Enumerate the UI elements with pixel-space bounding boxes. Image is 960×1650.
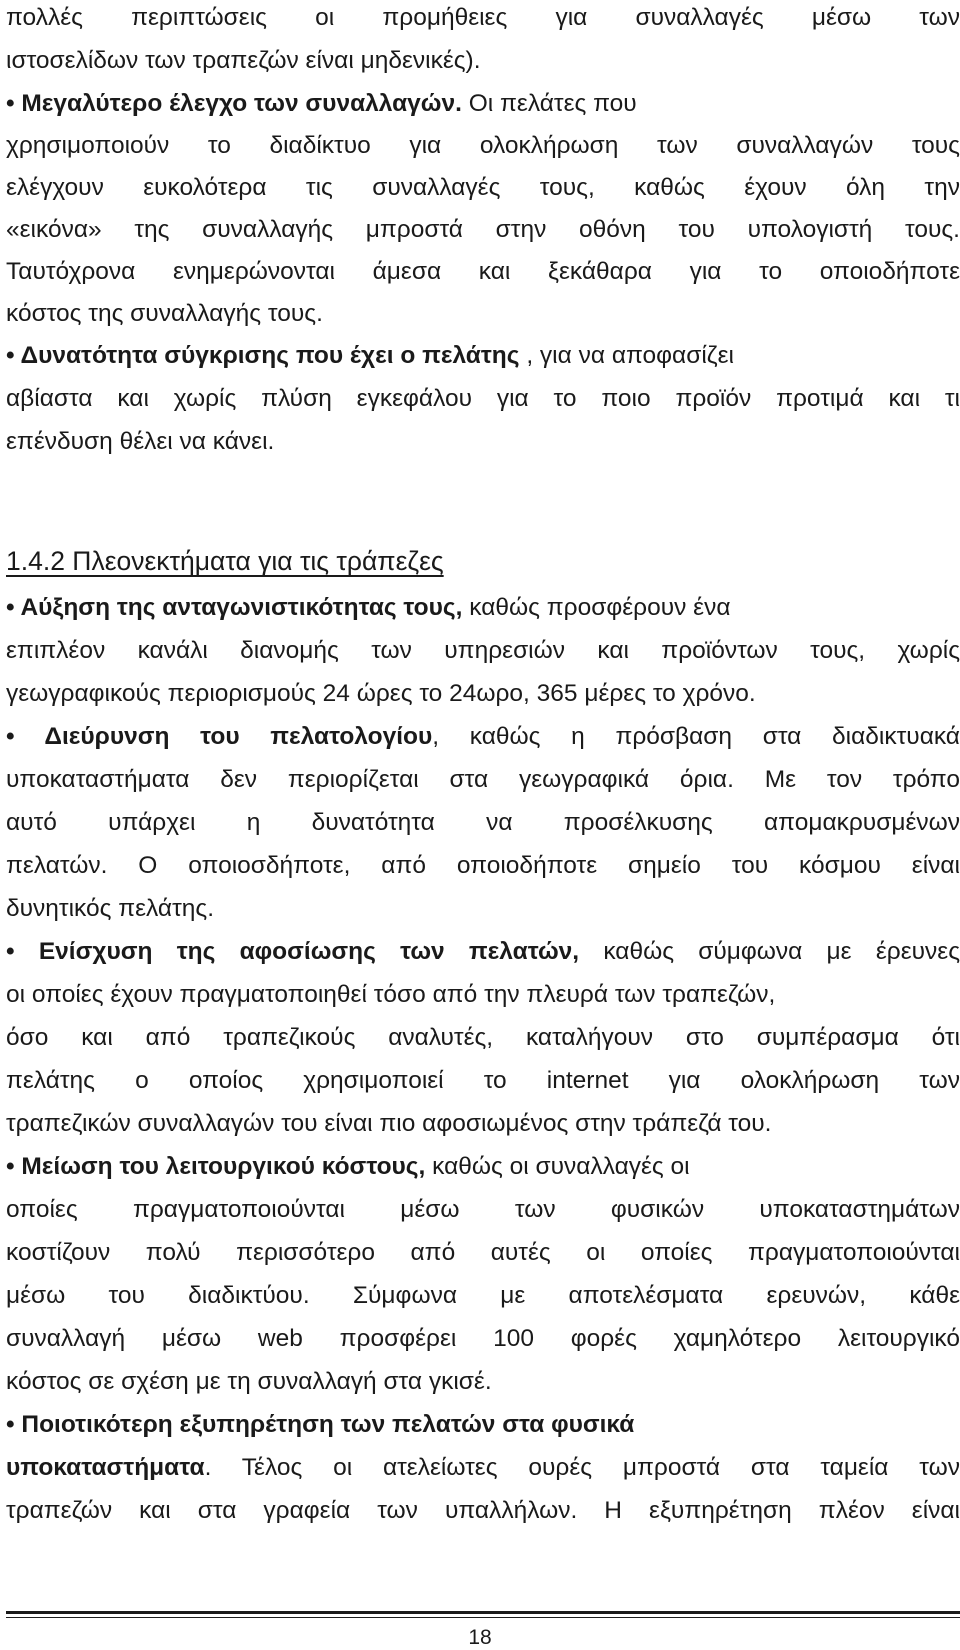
- page-number: 18: [468, 1626, 492, 1649]
- text-line: τραπεζικών συναλλαγών του είναι πιο αφοσιωμένος στην τράπεζά του.: [6, 1110, 772, 1137]
- text-line: ελέγχουν ευκολότερα τις συναλλαγές τους, καθώς έχουν όλη την: [6, 174, 960, 201]
- text-line: κόστος της συναλλαγής τους.: [6, 300, 323, 327]
- text-line: ιστοσελίδων των τραπεζών είναι μηδενικές).: [6, 47, 481, 74]
- bullet-line: • Μεγαλύτερο έλεγχο των συναλλαγών. Οι πελάτες που: [6, 90, 637, 117]
- text-line: οποίες πραγματοποιούνται μέσω των φυσικών υποκαταστημάτων: [6, 1196, 960, 1223]
- footer-rule: [6, 1611, 960, 1614]
- text-line: μέσω του διαδικτύου. Σύμφωνα με αποτελέσματα ερευνών, κάθε: [6, 1282, 960, 1309]
- text-line: πελατών. Ο οποιοσδήποτε, από οποιοδήποτε σημείο του κόσμου είναι: [6, 852, 960, 879]
- text-line: επιπλέον κανάλι διανομής των υπηρεσιών και προϊόντων τους, χωρίς: [6, 637, 960, 664]
- text-line: κοστίζουν πολύ περισσότερο από αυτές οι οποίες πραγματοποιούνται: [6, 1239, 960, 1266]
- bullet-line: • Ενίσχυση της αφοσίωσης των πελατών, καθώς σύμφωνα με έρευνες: [6, 938, 960, 965]
- text-line: τραπεζών και στα γραφεία των υπαλλήλων. Η εξυπηρέτηση πλέον είναι: [6, 1497, 960, 1524]
- text-line: χρησιμοποιούν το διαδίκτυο για ολοκλήρωση των συναλλαγών τους: [6, 132, 960, 159]
- bullet-line: • Δυνατότητα σύγκρισης που έχει ο πελάτης , για να αποφασίζει: [6, 342, 734, 369]
- bullet-line: • Αύξηση της ανταγωνιστικότητας τους, καθώς προσφέρουν ένα: [6, 594, 731, 621]
- text-line: αυτό υπάρχει η δυνατότητα να προσέλκυσης απομακρυσμένων: [6, 809, 960, 836]
- bullet-line: • Ποιοτικότερη εξυπηρέτηση των πελατών στα φυσικά: [6, 1411, 635, 1438]
- text-line: αβίαστα και χωρίς πλύση εγκεφάλου για το ποιο προϊόν προτιμά και τι: [6, 385, 960, 412]
- footer-rule-thin: [6, 1617, 960, 1618]
- text-line: υποκαταστήματα δεν περιορίζεται στα γεωγραφικά όρια. Με τον τρόπο: [6, 766, 960, 793]
- text-line: «εικόνα» της συναλλαγής μπροστά στην οθόνη του υπολογιστή τους.: [6, 216, 960, 243]
- bullet-line: • Μείωση του λειτουργικού κόστους, καθώς οι συναλλαγές οι: [6, 1153, 690, 1180]
- section-heading: 1.4.2 Πλεονεκτήματα για τις τράπεζες: [6, 546, 444, 576]
- text-line: επένδυση θέλει να κάνει.: [6, 428, 275, 455]
- bullet-line: • Διεύρυνση του πελατολογίου, καθώς η πρόσβαση στα διαδικτυακά: [6, 723, 960, 750]
- text-line: συναλλαγή μέσω web προσφέρει 100 φορές χαμηλότερο λειτουργικό: [6, 1325, 960, 1352]
- text-line: υποκαταστήματα. Τέλος οι ατελείωτες ουρές μπροστά στα ταμεία των: [6, 1454, 960, 1481]
- text-line: πελάτης ο οποίος χρησιμοποιεί το internet για ολοκλήρωση των: [6, 1067, 960, 1094]
- text-line: κόστος σε σχέση με τη συναλλαγή στα γκισέ.: [6, 1368, 492, 1395]
- text-line: γεωγραφικούς περιορισμούς 24 ώρες το 24ωρο, 365 μέρες το χρόνο.: [6, 680, 756, 707]
- text-line: οι οποίες έχουν πραγματοποιηθεί τόσο από την πλευρά των τραπεζών,: [6, 981, 776, 1008]
- text-line: πολλές περιπτώσεις οι προμήθειες για συναλλαγές μέσω των: [6, 4, 960, 31]
- text-line: δυνητικός πελάτης.: [6, 895, 215, 922]
- text-line: Ταυτόχρονα ενημερώνονται άμεσα και ξεκάθαρα για το οποιοδήποτε: [6, 258, 960, 285]
- text-line: όσο και από τραπεζικούς αναλυτές, καταλήγουν στο συμπέρασμα ότι: [6, 1024, 960, 1051]
